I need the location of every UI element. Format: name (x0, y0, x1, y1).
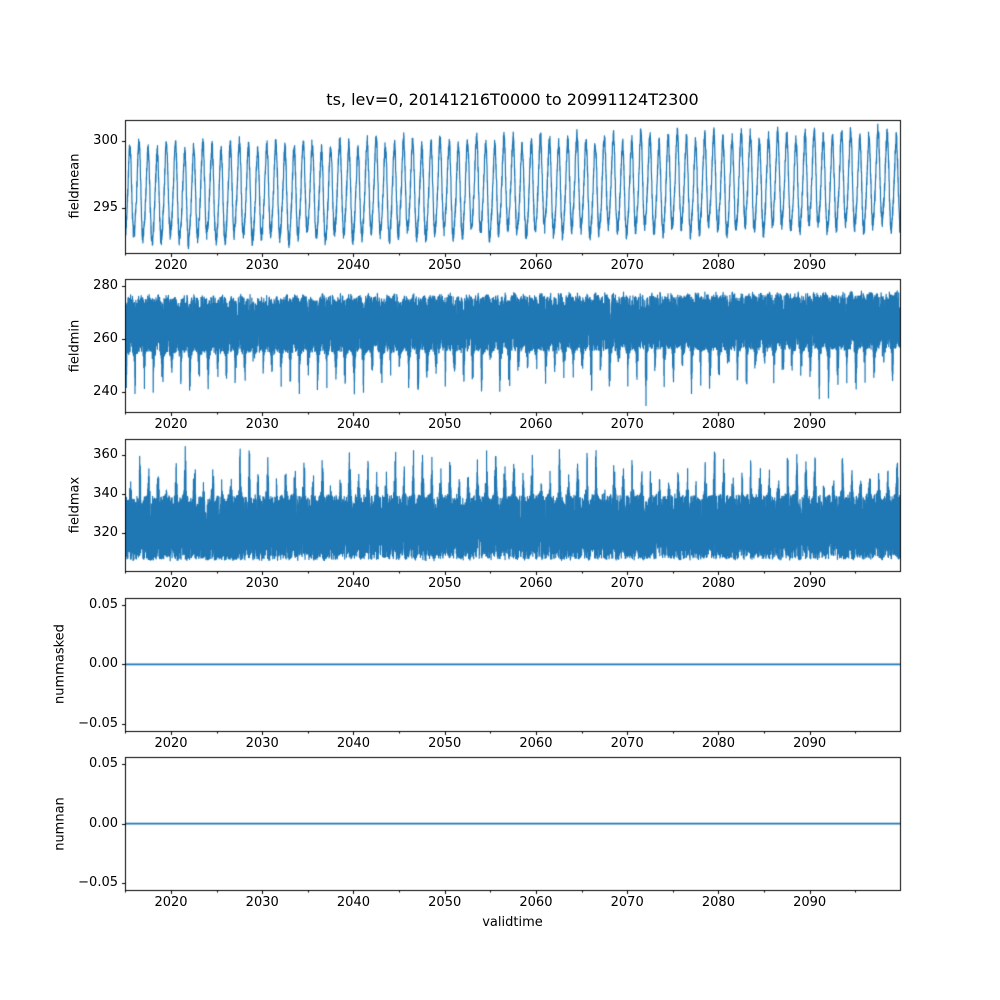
x-tick-label: 2030 (245, 895, 279, 910)
y-tick-label: 360 (93, 447, 118, 463)
x-tick-label: 2040 (336, 417, 370, 432)
x-tick-label: 2090 (793, 736, 827, 751)
x-tick-label: 2090 (793, 417, 827, 432)
y-tick-label: 240 (93, 383, 118, 399)
y-tick-label: 320 (93, 525, 118, 541)
x-tick-label: 2020 (154, 258, 188, 273)
x-tick-label: 2040 (336, 258, 370, 273)
x-tick-label: 2020 (154, 736, 188, 751)
chart-title: ts, lev=0, 20141216T0000 to 20991124T2300 (326, 90, 699, 109)
y-tick-label: 260 (93, 331, 118, 347)
ylabel-numnan: numnan (52, 796, 68, 851)
y-tick-label: 0.00 (89, 656, 118, 672)
x-tick-label: 2050 (428, 417, 462, 432)
x-tick-label: 2070 (610, 258, 644, 273)
x-tick-label: 2030 (245, 417, 279, 432)
x-tick-label: 2080 (701, 736, 735, 751)
x-tick-label: 2020 (154, 576, 188, 591)
x-tick-label: 2050 (428, 895, 462, 910)
x-tick-label: 2060 (519, 736, 553, 751)
x-tick-label: 2040 (336, 576, 370, 591)
y-tick-label: 340 (93, 486, 118, 502)
x-tick-label: 2070 (610, 576, 644, 591)
x-tick-label: 2070 (610, 736, 644, 751)
x-tick-label: 2070 (610, 417, 644, 432)
x-tick-label: 2030 (245, 576, 279, 591)
x-tick-label: 2090 (793, 258, 827, 273)
y-tick-label: 0.05 (89, 755, 118, 771)
x-tick-label: 2020 (154, 895, 188, 910)
x-tick-label: 2040 (336, 736, 370, 751)
y-tick-label: 0.05 (89, 596, 118, 612)
x-tick-label: 2040 (336, 895, 370, 910)
x-tick-label: 2080 (701, 417, 735, 432)
ylabel-fieldmean: fieldmean (67, 153, 83, 219)
y-tick-label: 295 (93, 199, 118, 215)
y-tick-label: −0.05 (78, 875, 118, 891)
y-tick-label: −0.05 (78, 716, 118, 731)
y-tick-label: 0.00 (89, 815, 118, 831)
x-tick-label: 2090 (793, 576, 827, 591)
x-tick-label: 2080 (701, 895, 735, 910)
x-tick-label: 2080 (701, 258, 735, 273)
x-tick-label: 2020 (154, 417, 188, 432)
x-tick-label: 2090 (793, 895, 827, 910)
x-tick-label: 2070 (610, 895, 644, 910)
ylabel-fieldmax: fieldmax (67, 476, 83, 534)
ylabel-nummasked: nummasked (52, 624, 68, 705)
x-tick-label: 2080 (701, 576, 735, 591)
ylabel-fieldmin: fieldmin (67, 319, 83, 372)
x-tick-label: 2050 (428, 576, 462, 591)
x-tick-label: 2030 (245, 736, 279, 751)
x-tick-label: 2060 (519, 895, 553, 910)
x-tick-label: 2060 (519, 417, 553, 432)
y-tick-label: 280 (93, 278, 118, 294)
x-tick-label: 2060 (519, 576, 553, 591)
x-tick-label: 2030 (245, 258, 279, 273)
x-tick-label: 2060 (519, 258, 553, 273)
y-tick-label: 300 (93, 133, 118, 149)
xlabel-validtime: validtime (482, 915, 543, 930)
x-tick-label: 2050 (428, 736, 462, 751)
x-tick-label: 2050 (428, 258, 462, 273)
